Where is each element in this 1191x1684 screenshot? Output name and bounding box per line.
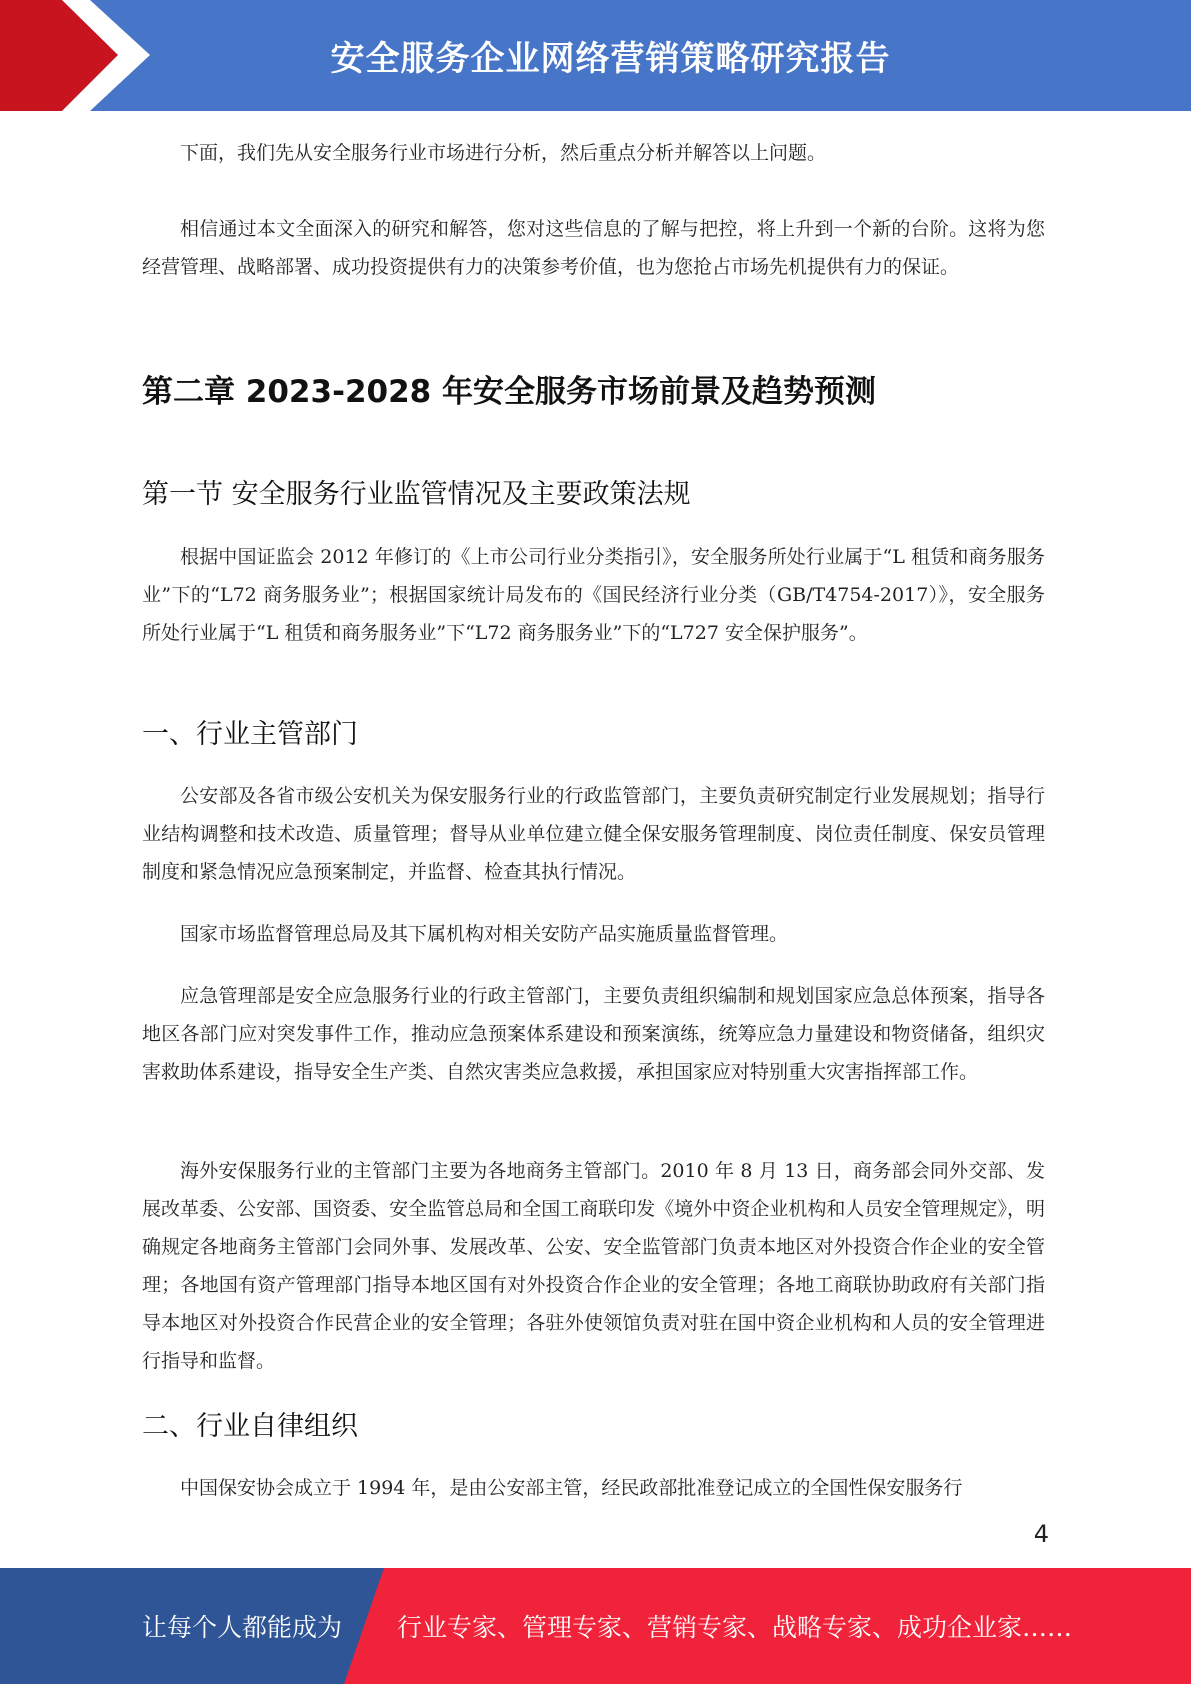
- paragraph-classification: 根据中国证监会 2012 年修订的《上市公司行业分类指引》，安全服务所处行业属于“L 租赁和商务服务业”下的“L72 商务服务业”；根据国家统计局发布的《国民经济行业分类（GB/T4754-2017）》，安全服务所处行业属于“L 租赁和商务服务业”下“L72 商务服务业”下的“L727 安全保护服务”。: [142, 546, 1045, 644]
- page-footer: [0, 1568, 1191, 1684]
- subsection-title-1: 一、行业主管部门: [142, 719, 358, 750]
- paragraph-association: 中国保安协会成立于 1994 年，是由公安部主管，经民政部批准登记成立的全国性保安服务行: [180, 1477, 963, 1499]
- paragraph-intro-1: 下面，我们先从安全服务行业市场进行分析，然后重点分析并解答以上问题。: [180, 142, 827, 164]
- paragraph-ministry-public-security: 公安部及各省市级公安机关为保安服务行业的行政监管部门，主要负责研究制定行业发展规划；指导行业结构调整和技术改造、质量管理；督导从业单位建立健全保安服务管理制度、岗位责任制度、保安员管理制度和紧急情况应急预案制定，并监督、检查其执行情况。: [142, 785, 1045, 883]
- chapter-title: 第二章 2023-2028 年安全服务市场前景及趋势预测: [142, 374, 877, 410]
- page-header: [0, 0, 1191, 111]
- subsection-title-2: 二、行业自律组织: [142, 1411, 358, 1442]
- footer-slogan-right: 行业专家、管理专家、营销专家、战略专家、成功企业家……: [397, 1613, 1073, 1642]
- paragraph-intro-2: 相信通过本文全面深入的研究和解答，您对这些信息的了解与把控，将上升到一个新的台阶。这将为您经营管理、战略部署、成功投资提供有力的决策参考价值，也为您抢占市场先机提供有力的保证。: [142, 218, 1045, 278]
- paragraph-overseas-security: 海外安保服务行业的主管部门主要为各地商务主管部门。2010 年 8 月 13 日，商务部会同外交部、发展改革委、公安部、国资委、安全监管总局和全国工商联印发《境外中资企业机构和人员安全管理规定》，明确规定各地商务主管部门会同外事、发展改革、公安、安全监管部门负责本地区对外投资合作企业的安全管理；各地国有资产管理部门指导本地区国有对外投资合作企业的安全管理；各地工商联协助政府有关部门指导本地区对外投资合作民营企业的安全管理；各驻外使领馆负责对驻在国中资企业机构和人员的安全管理进行指导和监督。: [142, 1160, 1045, 1372]
- footer-slogan-left: 让每个人都能成为: [142, 1613, 343, 1642]
- paragraph-emergency-management: 应急管理部是安全应急服务行业的行政主管部门，主要负责组织编制和规划国家应急总体预案，指导各地区各部门应对突发事件工作，推动应急预案体系建设和预案演练，统筹应急力量建设和物资储备，组织灾害救助体系建设，指导安全生产类、自然灾害类应急救援，承担国家应对特别重大灾害指挥部工作。: [142, 985, 1045, 1083]
- page-number: 4: [1033, 1520, 1049, 1548]
- paragraph-market-supervision: 国家市场监督管理总局及其下属机构对相关安防产品实施质量监督管理。: [180, 923, 789, 945]
- report-title: 安全服务企业网络营销策略研究报告: [330, 39, 891, 79]
- section-title: 第一节 安全服务行业监管情况及主要政策法规: [142, 479, 691, 510]
